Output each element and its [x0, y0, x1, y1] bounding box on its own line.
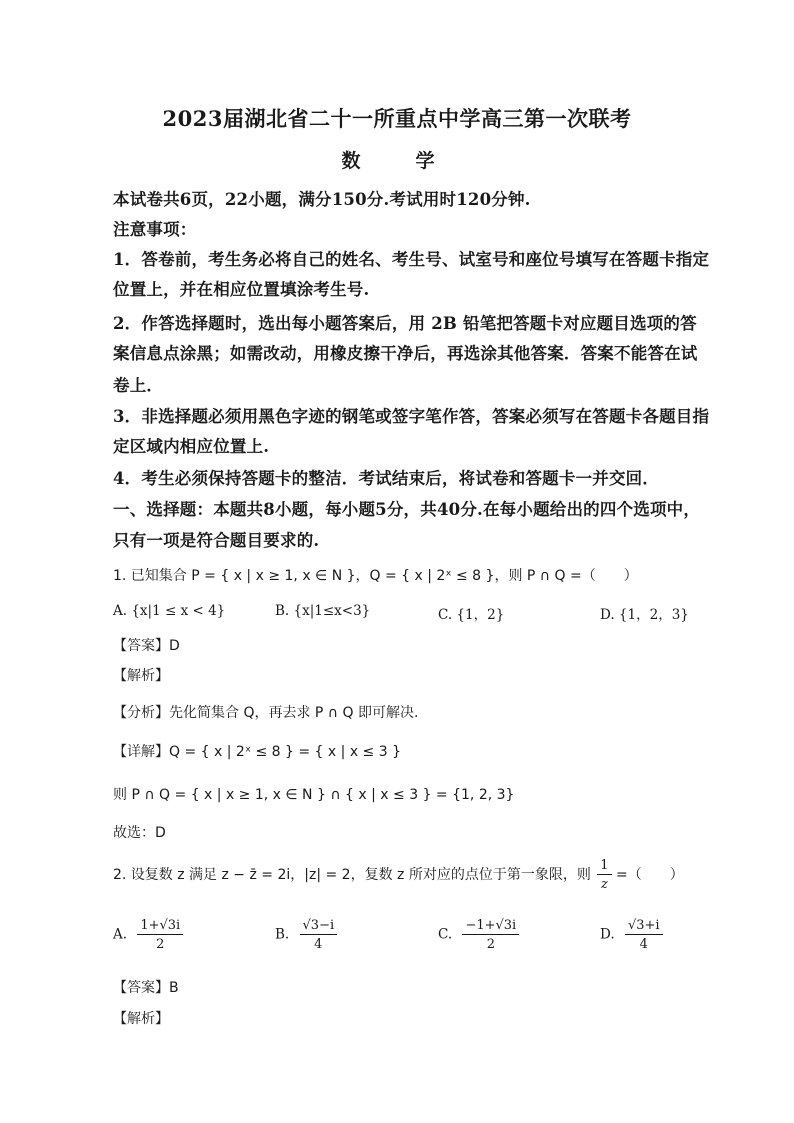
q1-detail: 【详解】Q = { x | 2ˣ ≤ 8 } = { x | x ≤ 3 } — [113, 744, 401, 760]
exam-subject: 数 学 — [341, 150, 453, 172]
section-heading: 一、选择题：本题共8小题，每小题5分，共40分.在每小题给出的四个选项中， — [113, 500, 701, 519]
q1-choose: 故选：D — [113, 825, 166, 841]
notice-heading: 注意事项： — [113, 220, 197, 239]
fraction-numerator: 1 — [597, 858, 611, 875]
notice-line: 定区域内相应位置上. — [113, 437, 270, 456]
option-fraction — [462, 918, 519, 952]
exam-title: 2023届湖北省二十一所重点中学高三第一次联考 — [162, 106, 632, 131]
notice-line: 1．答卷前，考生务必将自己的姓名、考生号、试室号和座位号填写在答题卡指定 — [113, 250, 710, 269]
q2-option-b — [275, 918, 337, 952]
q1-option-c: C. {1，2} — [438, 607, 505, 623]
q2-answer: 【答案】B — [113, 980, 179, 996]
exam-intro: 本试卷共6页，22小题，满分150分.考试用时120分钟. — [113, 190, 531, 209]
fraction-numerator: √3+i — [625, 918, 663, 935]
q2-option-a — [113, 918, 183, 952]
q1-option-b: B. {x|1≤x<3} — [275, 603, 371, 619]
option-fraction — [625, 918, 663, 952]
fraction-denominator: 4 — [314, 937, 323, 952]
q1-option-d: D. {1，2，3} — [600, 607, 689, 623]
notice-line: 卷上． — [113, 376, 164, 395]
option-label: A. — [113, 926, 128, 943]
q1-fenxi: 【分析】先化简集合 Q，再去求 P ∩ Q 即可解决. — [113, 705, 419, 721]
section-heading: 只有一项是符合题目要求的. — [113, 531, 320, 550]
fraction-denominator: 2 — [486, 937, 495, 952]
q2-analysis-label: 【解析】 — [113, 1011, 169, 1027]
q2-stem-text: 2. 设复数 z 满足 z − z̄ = 2i，|z| = 2，复数 z 所对应的点位于第一象限，则 — [113, 867, 591, 883]
option-label: D. — [600, 926, 615, 943]
question-2-stem — [113, 858, 684, 892]
notice-line: 4．考生必须保持答题卡的整洁．考试结束后，将试卷和答题卡一并交回． — [113, 469, 660, 488]
fraction-denominator: 2 — [156, 937, 165, 952]
fraction-denominator: z — [601, 877, 608, 892]
q1-answer: 【答案】D — [113, 638, 180, 654]
notice-line: 3．非选择题必须用黑色字迹的钢笔或签字笔作答，答案必须写在答题卡各题目指 — [113, 407, 710, 426]
fraction-numerator: √3−i — [300, 918, 338, 935]
q2-stem-tail: =（ ） — [616, 867, 684, 883]
fraction-denominator: 4 — [639, 937, 648, 952]
question-1-stem: 1. 已知集合 P = { x | x ≥ 1, x ∈ N }，Q = { x | 2ˣ ≤ 8 }，则 P ∩ Q =（ ） — [113, 568, 638, 584]
option-label: C. — [438, 926, 453, 943]
q1-analysis-label: 【解析】 — [113, 668, 169, 684]
fraction-numerator: 1+√3i — [137, 918, 183, 935]
q2-option-c — [438, 918, 519, 952]
q1-then: 则 P ∩ Q = { x | x ≥ 1, x ∈ N } ∩ { x | x ≤ 3 } = {1, 2, 3} — [113, 787, 515, 803]
notice-line: 2．作答选择题时，选出每小题答案后，用 2B 铅笔把答题卡对应题目选项的答 — [113, 314, 697, 333]
q2-stem-fraction — [597, 858, 611, 892]
option-fraction — [137, 918, 183, 952]
q1-option-a: A. {x|1 ≤ x < 4} — [113, 603, 226, 619]
q2-option-d — [600, 918, 663, 952]
option-fraction — [300, 918, 338, 952]
option-label: B. — [275, 926, 290, 943]
fraction-numerator: −1+√3i — [462, 918, 519, 935]
notice-line: 位置上，并在相应位置填涂考生号. — [113, 280, 370, 299]
notice-line: 案信息点涂黑；如需改动，用橡皮擦干净后，再选涂其他答案．答案不能答在试 — [113, 344, 698, 363]
